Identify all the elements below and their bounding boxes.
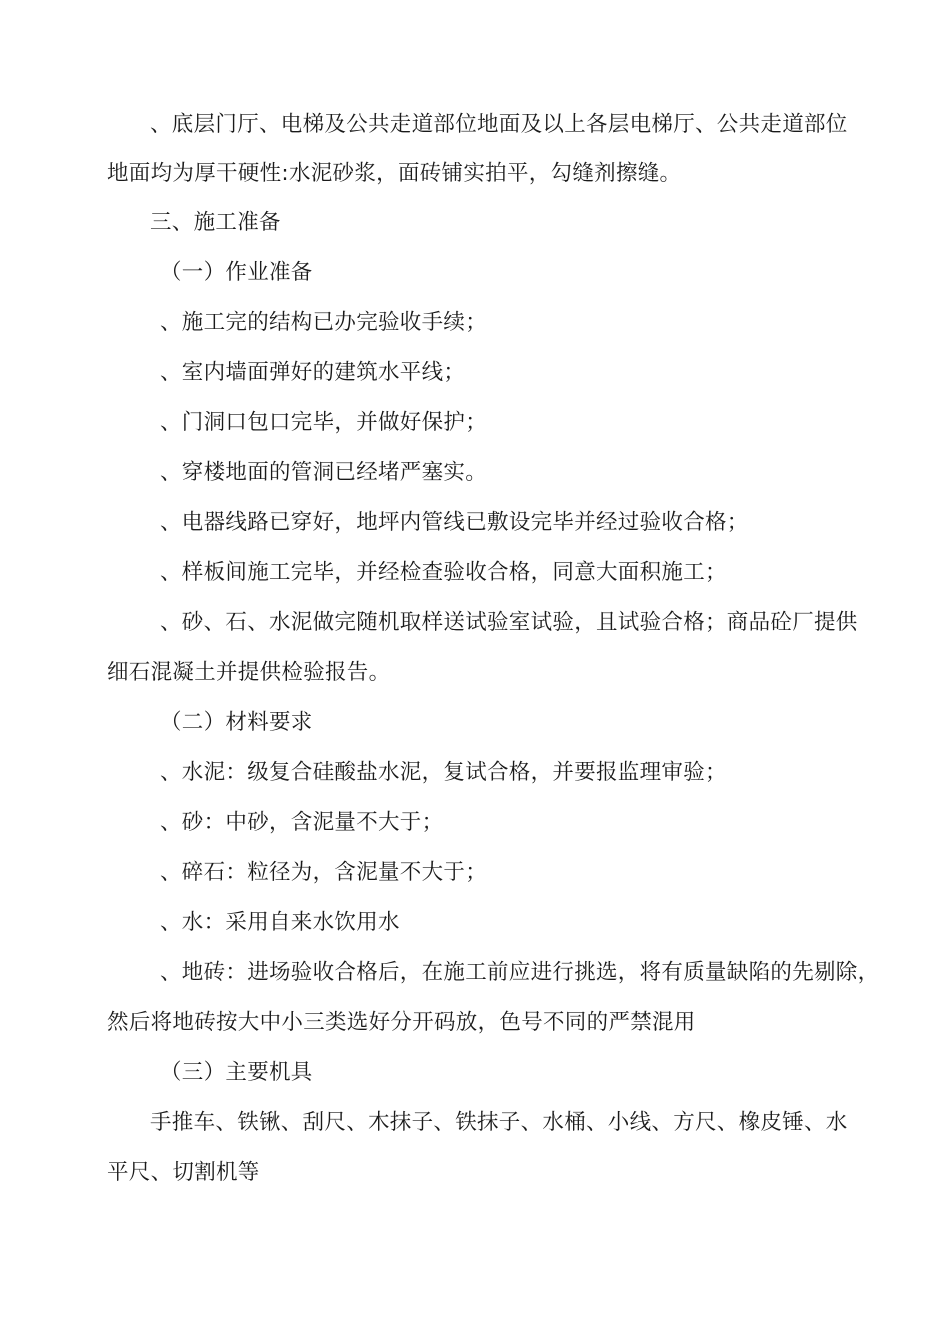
subsection-heading-material-requirements: （二）材料要求 [160,710,313,735]
list-item-electrical-lines: 、电器线路已穿好，地坪内管线已敷设完毕并经过验收合格； [160,510,749,535]
list-item-sample-room: 、样板间施工完毕，并经检查验收合格，同意大面积施工； [160,560,727,585]
list-item-structure-accepted: 、施工完的结构已办完验收手续； [160,310,488,335]
list-item-floor-tile-line-1: 、地砖：进场验收合格后，在施工前应进行挑选，将有质量缺陷的先剔除， [160,960,880,985]
list-item-water: 、水：采用自来水饮用水 [160,910,400,935]
section-heading-construction-prep: 三、施工准备 [150,210,281,235]
list-item-pipe-holes: 、穿楼地面的管洞已经堵严塞实。 [160,460,488,485]
list-item-cement: 、水泥：级复合硅酸盐水泥，复试合格，并要报监理审验； [160,760,727,785]
paragraph-tools-line-2: 平尺、切割机等 [107,1160,260,1185]
paragraph-lobby-floor-line-1: 、底层门厅、电梯及公共走道部位地面及以上各层电梯厅、公共走道部位 [150,112,848,137]
list-item-level-line: 、室内墙面弹好的建筑水平线； [160,360,466,385]
paragraph-tools-line-1: 手推车、铁锹、刮尺、木抹子、铁抹子、水桶、小线、方尺、橡皮锤、水 [150,1110,848,1135]
list-item-sand: 、砂：中砂，含泥量不大于； [160,810,444,835]
list-item-material-testing-line-2: 细石混凝土并提供检验报告。 [107,660,391,685]
list-item-gravel: 、碎石：粒径为，含泥量不大于； [160,860,488,885]
list-item-material-testing-line-1: 、砂、石、水泥做完随机取样送试验室试验，且试验合格；商品砼厂提供 [160,610,858,635]
subsection-heading-work-prep: （一）作业准备 [160,260,313,285]
paragraph-lobby-floor-line-2: 地面均为厚干硬性:水泥砂浆，面砖铺实拍平，勾缝剂擦缝。 [107,161,682,186]
subsection-heading-main-tools: （三）主要机具 [160,1060,313,1085]
list-item-door-opening: 、门洞口包口完毕，并做好保护； [160,410,488,435]
list-item-floor-tile-line-2: 然后将地砖按大中小三类选好分开码放，色号不同的严禁混用 [107,1010,696,1035]
